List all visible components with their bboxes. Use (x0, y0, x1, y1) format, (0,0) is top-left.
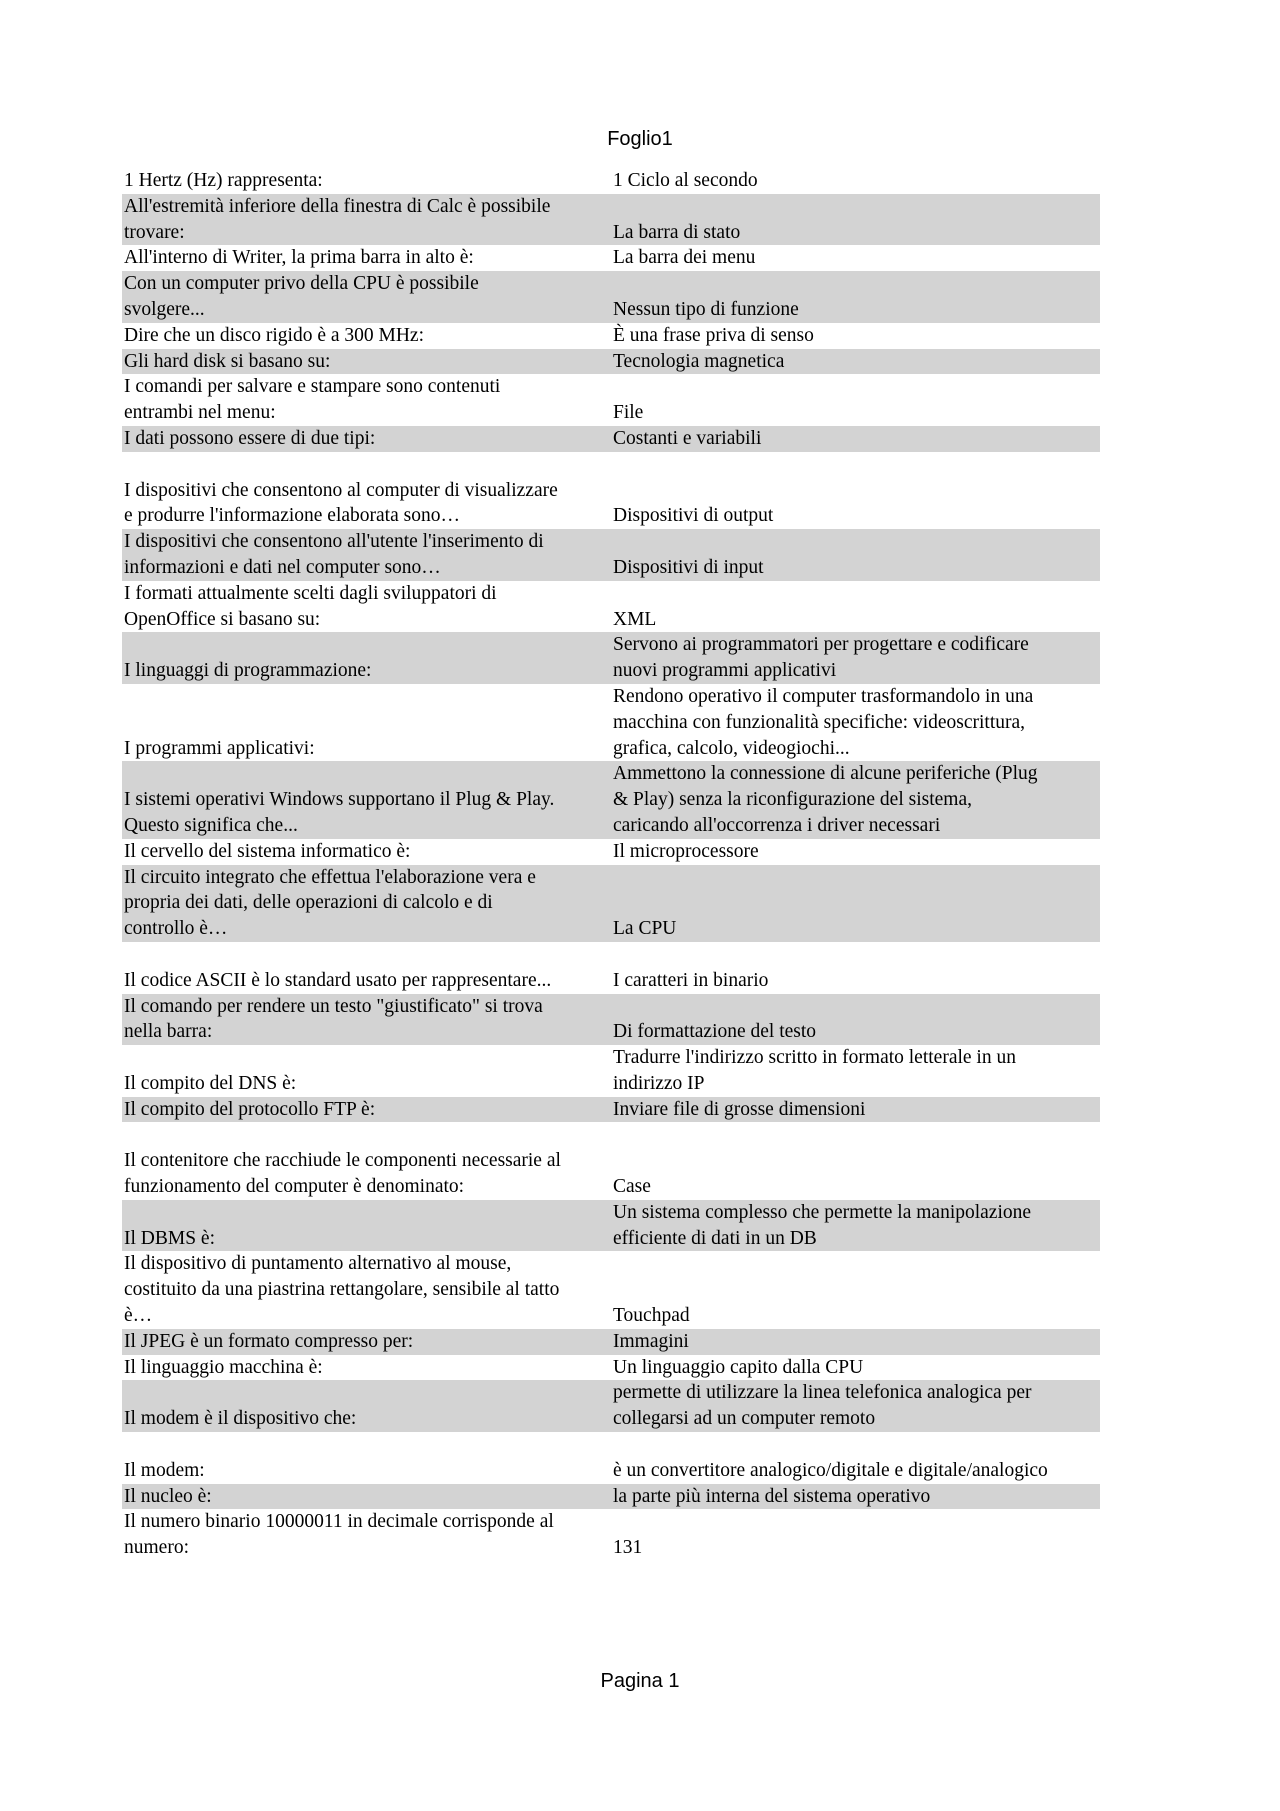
table-row (122, 684, 1100, 761)
question-cell: Il modem: (124, 1459, 205, 1481)
table-row (122, 452, 1100, 529)
question-cell: Il dispositivo di puntamento alternativo al mouse, costituito da una piastrina rettangolare, sensibile al tatto è… (124, 1253, 560, 1327)
answer-cell: Inviare file di grosse dimensioni (613, 1098, 866, 1120)
answer-cell: I caratteri in binario (613, 969, 769, 991)
question-cell: Il modem è il dispositivo che: (124, 1408, 357, 1430)
question-cell: Dire che un disco rigido è a 300 MHz: (124, 324, 425, 346)
question-cell: I dispositivi che consentono all'utente l'inserimento di informazioni e dati nel computer sono… (124, 531, 544, 578)
table-row (122, 1251, 1100, 1328)
answer-cell: Tradurre l'indirizzo scritto in formato letterale in un indirizzo IP (613, 1047, 1016, 1094)
question-cell: Il contenitore che racchiude le componenti necessarie al funzionamento del computer è denominato: (124, 1150, 561, 1198)
question-cell: I dati possono essere di due tipi: (124, 427, 376, 449)
question-cell: Il compito del protocollo FTP è: (124, 1098, 376, 1120)
question-cell: I programmi applicativi: (124, 737, 315, 759)
table-row (122, 1355, 1100, 1381)
page-number: Pagina 1 (600, 1670, 680, 1692)
question-cell: I dispositivi che consentono al computer di visualizzare e produrre l'informazione elaborata sono… (124, 479, 558, 527)
table-row (122, 581, 1100, 633)
table-row (122, 1484, 1100, 1510)
answer-cell: Tecnologia magnetica (613, 350, 785, 372)
table-row (122, 323, 1100, 349)
question-cell: 1 Hertz (Hz) rappresenta: (124, 170, 323, 191)
table-row (122, 1122, 1100, 1199)
table-row (122, 1509, 1100, 1561)
question-cell: Gli hard disk si basano su: (124, 350, 331, 372)
answer-cell: Di formattazione del testo (613, 1021, 817, 1043)
question-cell: Il comando per rendere un testo "giustificato" si trova nella barra: (124, 995, 543, 1043)
answer-cell: Dispositivi di input (613, 556, 764, 578)
table-row (122, 761, 1100, 838)
answer-cell: Costanti e variabili (613, 427, 762, 449)
answer-cell: Ammettono la connessione di alcune periferiche (Plug & Play) senza la riconfigurazione del sistema, caricando all'occorrenza i driver necessari (613, 763, 1038, 836)
table-row (122, 1380, 1100, 1432)
table-row (122, 374, 1100, 426)
answer-cell: La CPU (613, 918, 677, 940)
table-row (122, 942, 1100, 994)
answer-cell: Dispositivi di output (613, 505, 774, 527)
table-row (122, 194, 1100, 246)
question-cell: I formati attualmente scelti dagli sviluppatori di OpenOffice si basano su: (124, 582, 497, 630)
table-row (122, 529, 1100, 581)
table-row (122, 1045, 1100, 1097)
answer-cell: XML (613, 608, 657, 630)
answer-cell: Servono ai programmatori per progettare e codificare nuovi programmi applicativi (613, 634, 1029, 682)
answer-cell: permette di utilizzare la linea telefonica analogica per collegarsi ad un computer remoto (613, 1382, 1032, 1430)
spreadsheet-table (122, 168, 1100, 1561)
table-row (122, 1329, 1100, 1355)
table-row (122, 245, 1100, 271)
answer-cell: è un convertitore analogico/digitale e digitale/analogico (613, 1459, 1048, 1481)
answer-cell: Un sistema complesso che permette la manipolazione efficiente di dati in un DB (613, 1201, 1032, 1249)
question-cell: Il nucleo è: (124, 1485, 212, 1507)
sheet-title: Foglio1 (607, 128, 673, 150)
question-cell: Il codice ASCII è lo standard usato per rappresentare... (124, 969, 552, 991)
answer-cell: Un linguaggio capito dalla CPU (613, 1356, 864, 1378)
table-row (122, 1200, 1100, 1252)
question-cell: Il compito del DNS è: (124, 1072, 297, 1094)
table-row (122, 1432, 1100, 1484)
answer-cell: Touchpad (613, 1305, 690, 1327)
table-row (122, 632, 1100, 684)
answer-cell: File (613, 402, 644, 424)
answer-cell: È una frase priva di senso (613, 324, 814, 346)
table-row (122, 271, 1100, 323)
question-cell: Il JPEG è un formato compresso per: (124, 1330, 414, 1352)
table-row (122, 839, 1100, 865)
answer-cell: Nessun tipo di funzione (613, 298, 799, 320)
table-row (122, 168, 1100, 194)
question-cell: All'estremità inferiore della finestra di Calc è possibile trovare: (124, 195, 551, 243)
answer-cell: Il microprocessore (613, 840, 759, 862)
question-cell: I comandi per salvare e stampare sono contenuti entrambi nel menu: (124, 376, 501, 424)
table-row (122, 1097, 1100, 1123)
question-cell: Il circuito integrato che effettua l'elaborazione vera e propria dei dati, delle operazioni di calcolo e di controllo è… (124, 866, 536, 940)
answer-cell: La barra di stato (613, 221, 741, 243)
table-row (122, 865, 1100, 942)
table-row (122, 349, 1100, 375)
table-row (122, 994, 1100, 1046)
question-cell: Il numero binario 10000011 in decimale corrisponde al numero: (124, 1511, 554, 1559)
question-cell: I linguaggi di programmazione: (124, 660, 372, 682)
answer-cell: Rendono operativo il computer trasformandolo in una macchina con funzionalità specifiche: videoscrittura, grafica, calcolo, videogiochi... (613, 685, 1034, 759)
answer-cell: Case (613, 1176, 651, 1198)
answer-cell: La barra dei menu (613, 247, 756, 269)
table-row (122, 426, 1100, 452)
answer-cell: Immagini (613, 1330, 689, 1352)
question-cell: Con un computer privo della CPU è possibile svolgere... (124, 273, 479, 320)
answer-cell: la parte più interna del sistema operativo (613, 1485, 931, 1507)
question-cell: Il DBMS è: (124, 1227, 216, 1249)
question-cell: Il linguaggio macchina è: (124, 1356, 323, 1378)
question-cell: I sistemi operativi Windows supportano il Plug & Play. Questo significa che... (124, 789, 555, 836)
question-cell: Il cervello del sistema informatico è: (124, 840, 411, 862)
question-cell: All'interno di Writer, la prima barra in alto è: (124, 247, 474, 269)
answer-cell: 131 (613, 1537, 643, 1559)
answer-cell: 1 Ciclo al secondo (613, 170, 758, 191)
